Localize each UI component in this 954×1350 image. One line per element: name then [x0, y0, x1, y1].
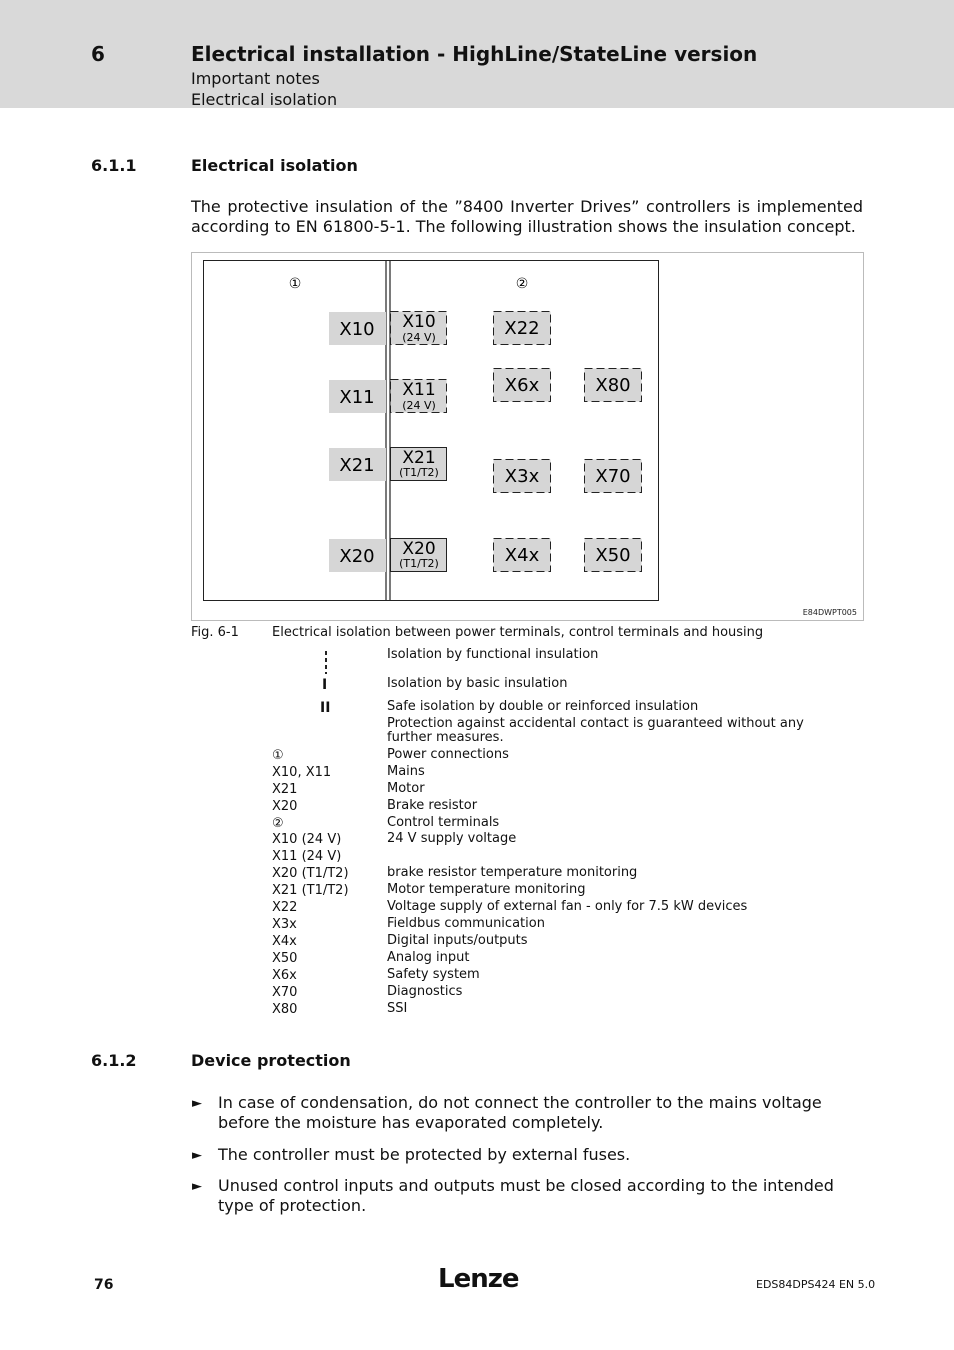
svg-text:X4x: X4x	[504, 545, 540, 566]
svg-text:(24 V): (24 V)	[402, 399, 436, 412]
insulation-diagram	[192, 253, 863, 620]
bullet-arrow-icon: ►	[192, 1148, 202, 1163]
legend-term: X21	[272, 782, 298, 797]
bullet-item: The controller must be protected by external fuses.	[218, 1145, 631, 1164]
legend-desc: Motor temperature monitoring	[387, 882, 586, 897]
legend-term: X20	[272, 799, 298, 814]
svg-text:X20: X20	[402, 539, 436, 559]
legend-desc: Diagnostics	[387, 984, 463, 999]
svg-text:X11: X11	[402, 380, 436, 400]
bullet-item: In case of condensation, do not connect the controller to the mains voltage before the moisture has evaporated completely.	[218, 1093, 822, 1132]
legend-desc: Power connections	[387, 747, 509, 762]
page-header	[0, 0, 954, 108]
insulation-figure	[191, 252, 864, 621]
legend-term: X21 (T1/T2)	[272, 883, 349, 898]
figure-caption: Electrical isolation between power terminals, control terminals and housing	[272, 625, 764, 640]
legend-desc: Voltage supply of external fan - only for 7.5 kW devices	[387, 899, 748, 914]
legend-term: X22	[272, 900, 298, 915]
power-marker: ①	[288, 276, 302, 292]
legend-term: X10, X11	[272, 765, 332, 780]
legend-term: X4x	[272, 934, 297, 949]
legend-term: X10 (24 V)	[272, 832, 342, 847]
bullet-arrow-icon: ►	[192, 1179, 202, 1194]
svg-text:X10: X10	[339, 319, 375, 340]
terminal-power-x11	[329, 380, 386, 413]
legend-desc: Fieldbus communication	[387, 916, 545, 931]
svg-text:X21: X21	[339, 455, 375, 476]
terminal-power-x10	[329, 312, 386, 345]
document-id: EDS84DPS424 EN 5.0	[756, 1278, 876, 1291]
chapter-title: Electrical installation - HighLine/StateLine version	[191, 42, 758, 66]
legend-desc: 24 V supply voltage	[387, 831, 517, 846]
svg-text:X3x: X3x	[504, 466, 540, 487]
svg-text:X6x: X6x	[504, 375, 540, 396]
legend-desc: Digital inputs/outputs	[387, 933, 528, 948]
legend-term: ②	[272, 816, 284, 831]
svg-text:X70: X70	[595, 466, 631, 487]
terminal-x50	[585, 539, 642, 572]
header-subtitle-1: Important notes	[191, 69, 320, 88]
legend-term: ①	[272, 748, 284, 763]
legend-desc: Motor	[387, 781, 425, 796]
section-title: Electrical isolation	[191, 156, 358, 175]
legend-desc: Brake resistor	[387, 798, 478, 813]
legend-term: X70	[272, 985, 298, 1000]
svg-text:(T1/T2): (T1/T2)	[399, 557, 439, 570]
chapter-number: 6	[91, 42, 105, 66]
section-number: 6.1.2	[91, 1051, 137, 1070]
svg-text:X80: X80	[595, 375, 631, 396]
legend-desc: Mains	[387, 764, 425, 779]
figure-number: Fig. 6-1	[191, 625, 239, 640]
svg-text:X22: X22	[504, 318, 540, 339]
svg-text:X11: X11	[339, 387, 375, 408]
svg-text:(24 V): (24 V)	[402, 331, 436, 344]
legend-term: X20 (T1/T2)	[272, 866, 349, 881]
lenze-logo: Lenze	[438, 1264, 519, 1294]
terminal-control-x10-24v	[391, 312, 447, 345]
svg-text:X21: X21	[402, 448, 436, 468]
figure-code: E84DWPT005	[802, 608, 857, 617]
legend-term: X3x	[272, 917, 297, 932]
section-number: 6.1.1	[91, 156, 137, 175]
terminal-x80	[585, 369, 642, 402]
terminal-x4x	[494, 539, 551, 572]
terminal-power-x21	[329, 448, 386, 481]
legend-term: X6x	[272, 968, 297, 983]
svg-text:X10: X10	[402, 312, 436, 332]
terminal-x22	[494, 312, 551, 345]
legend-desc: brake resistor temperature monitoring	[387, 865, 638, 880]
legend-term: X50	[272, 951, 298, 966]
legend-reinforced-desc2: Protection against accidental contact is guaranteed without any further measures.	[387, 716, 804, 745]
svg-text:X20: X20	[339, 546, 375, 567]
legend-term: X11 (24 V)	[272, 849, 342, 864]
bullet-arrow-icon: ►	[192, 1096, 202, 1111]
svg-text:(T1/T2): (T1/T2)	[399, 466, 439, 479]
legend-functional-desc: Isolation by functional insulation	[387, 647, 599, 662]
control-marker: ②	[515, 276, 529, 292]
terminal-x70	[585, 460, 642, 493]
bullet-item: Unused control inputs and outputs must be closed according to the intended type of protection.	[218, 1176, 834, 1215]
legend-desc: SSI	[387, 1001, 408, 1016]
terminal-x6x	[494, 369, 551, 402]
terminal-power-x20	[329, 539, 386, 572]
basic-insulation-symbol: I	[322, 677, 328, 693]
legend-desc: Safety system	[387, 967, 480, 982]
legend-desc: Control terminals	[387, 815, 500, 830]
legend-desc: Analog input	[387, 950, 470, 965]
legend-reinforced-desc: Safe isolation by double or reinforced insulation	[387, 699, 699, 714]
reinforced-insulation-symbol: II	[320, 700, 331, 716]
svg-text:X50: X50	[595, 545, 631, 566]
page-number: 76	[94, 1277, 114, 1293]
terminal-control-x21-t1t2	[391, 448, 447, 481]
terminal-control-x20-t1t2	[391, 539, 447, 572]
legend-term: X80	[272, 1002, 298, 1017]
header-subtitle-2: Electrical isolation	[191, 90, 338, 109]
intro-paragraph: The protective insulation of the ”8400 Inverter Drives” controllers is implemented according to EN 61800-5-1. The following illustration shows the insulation concept.	[191, 197, 863, 236]
legend-basic-desc: Isolation by basic insulation	[387, 676, 568, 691]
terminal-x3x	[494, 460, 551, 493]
terminal-control-x11-24v	[391, 380, 447, 413]
section-title: Device protection	[191, 1051, 351, 1070]
